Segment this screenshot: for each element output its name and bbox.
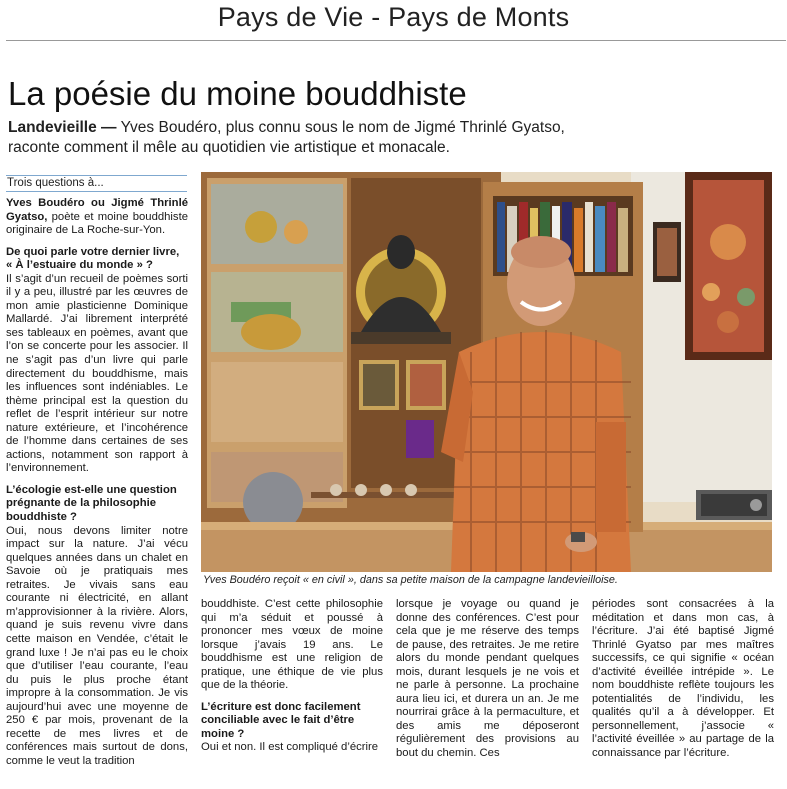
answer-2-part-1: Oui, nous devons limiter notre impact sur la nature. J’ai vécu quelques années dans un chalet en Savoie où je pratiquais mes retraites. Je vivais sans eau courante ni électricité, en allant m’approvisionner à la rivière. Alors, quand je suis revenu vivre dans cette maison en Vendée, c’était le grand luxe ! Je n’ai pas eu le choix que d’utiliser l’eau courante, l’eau du puis le plus proche étant impropre à la consommation. Je vis aujourd’hui avec une moyenne de 250 € par mois, provenant de la recette de mes livres et de conférences mais surtout de dons, comme le veut la tradition <box>6 524 188 767</box>
answer-1: Il s’agit d’un recueil de poèmes sorti il y a peu, illustré par les œuvres de mon amie plasticienne Dominique Mallardé. J’ai librement interprété ses tableaux en poèmes, avant que l’on se concerte pour les associer. Il ne s’agit pas d’un livre qui parle directement du bouddhisme, mais les influences sont indéniables. Le thème principal est la question du reflet de l’esprit intérieur sur notre nature extérieure, et l’incohérence de l’homme dans certaines de ses actions, notamment son rapport à l’environnement. <box>6 272 188 475</box>
interviewee-intro <box>6 197 188 238</box>
interviewee-name: Yves Boudéro ou Jigmé Thrinlé Gyatso, <box>6 197 188 223</box>
column-4 <box>592 598 774 761</box>
header-divider <box>6 40 786 41</box>
column-3 <box>396 598 579 761</box>
photo-illustration <box>201 172 772 572</box>
lead-text: Yves Boudéro, plus connu sous le nom de Jigmé Thrinlé Gyatso, raconte comment il mêle au quotidien vie artistique et monacale. <box>8 119 565 156</box>
question-2: L’écologie est-elle une question prégnante de la philosophie bouddhiste ? <box>6 483 177 524</box>
answer-3-part-2: lorsque je voyage ou quand je donne des conférences. C’est pour cela que je me réserve des temps de pause, des retraites. Je me retire alors du monde pendant quelques mois, durant lesquels je ne vois et ne parle à personne. La prochaine aura lieu ici, et durera un an. Je me nourrirai grâce à la permaculture, et des amis me déposeront régulièrement des provisions au bout du chemin. Ces <box>396 598 579 760</box>
answer-3-part-3: périodes sont consacrées à la méditation et dans mon cas, à l’écriture. J’ai été baptisé Jigmé Thrinlé Gyatso par mes maîtres successifs, ce qui signifie « océan d’activité éveillée intrépide ». Le nom bouddhiste reflète toujours les potentialités de l’individu, les qualités qu’il a à développer. Et personnellement, j’associe « l’activité éveillée » au partage de la connaissance par l’écriture. <box>592 598 774 760</box>
question-1: De quoi parle votre dernier livre, « À l’estuaire du monde » ? <box>6 245 180 272</box>
article-headline: La poésie du moine bouddhiste <box>8 75 467 112</box>
lead-place: Landevieille — <box>8 119 117 136</box>
article-photo <box>201 172 772 572</box>
column-2 <box>201 598 383 755</box>
article-lead <box>8 118 568 158</box>
section-title: Pays de Vie - Pays de Monts <box>217 2 570 32</box>
photo-caption: Yves Boudéro reçoit « en civil », dans sa petite maison de la campagne landevieilloise. <box>203 574 618 586</box>
answer-2-part-2: bouddhiste. C’est cette philosophie qui m’a séduit et poussé à prononcer mes vœux de moine lorsque j’avais 19 ans. Le bouddhisme est une religion de pratique, une éthique de vie plus que de la théorie. <box>201 598 383 692</box>
interview-box-title: Trois questions à... <box>6 175 187 192</box>
answer-3-part-1: Oui et non. Il est compliqué d’écrire <box>201 741 379 754</box>
interviewee-description: poète et moine bouddhiste originaire de La Roche-sur-Yon. <box>6 210 188 237</box>
question-3: L’écriture est donc facilement conciliable avec le fait d’être moine ? <box>201 700 361 740</box>
column-1 <box>6 197 188 768</box>
